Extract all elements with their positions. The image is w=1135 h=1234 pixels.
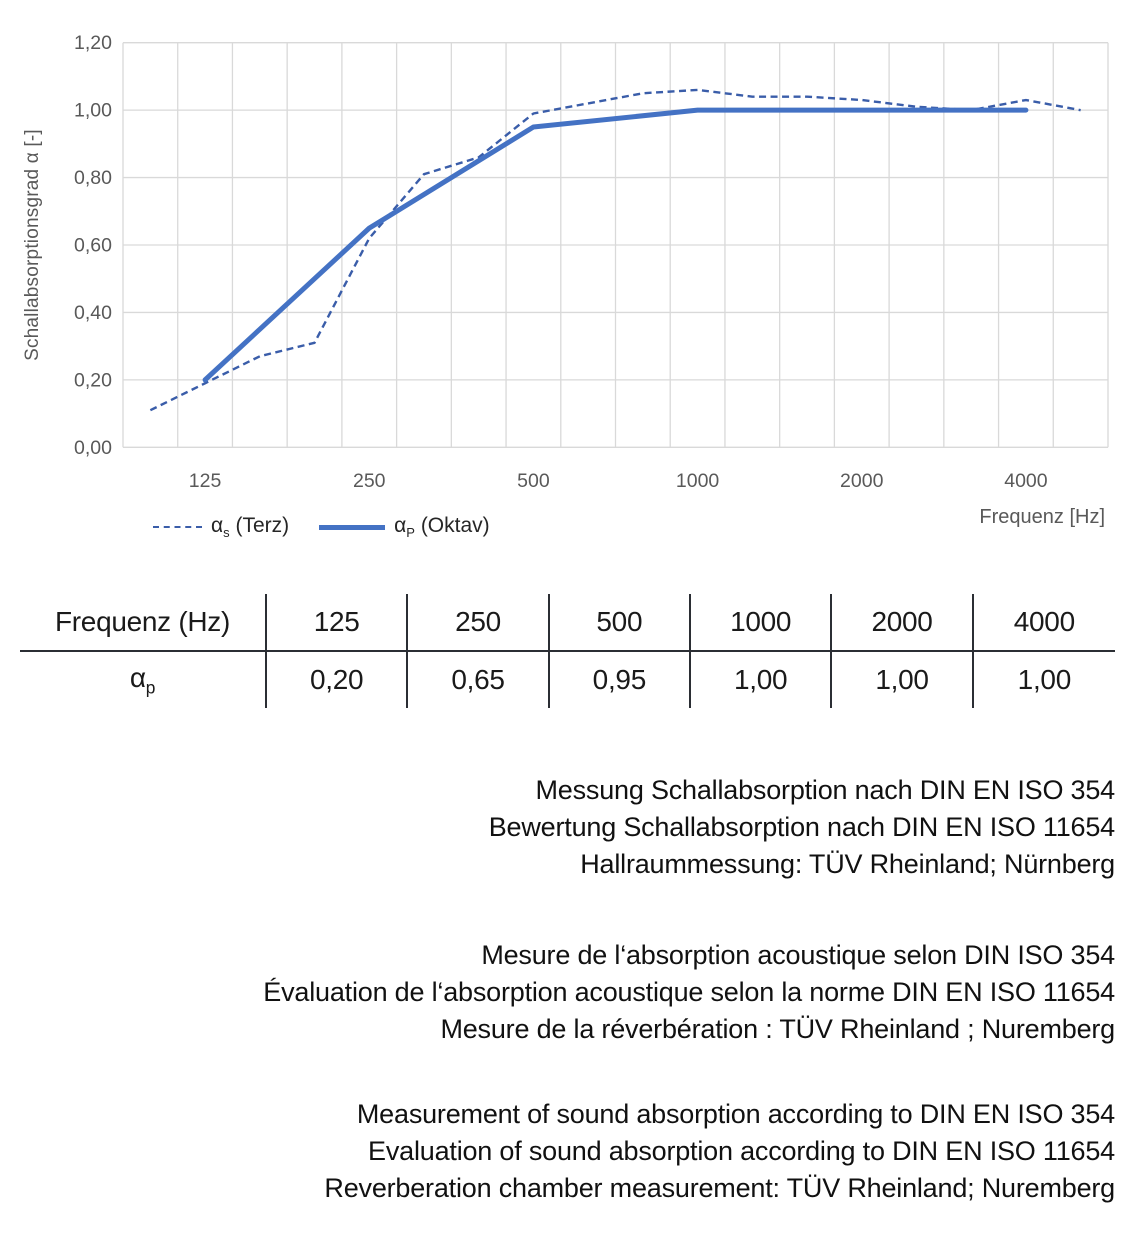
notes-german (0, 772, 1115, 883)
table-header-value: 1000 (691, 594, 832, 652)
x-axis-title: Frequenz [Hz] (979, 506, 1105, 528)
table-cell-value: 0,20 (267, 652, 408, 708)
table-row-label-alpha-p: $\alpha_p$ (20, 652, 267, 708)
note-line: Measurement of sound absorption according to DIN EN ISO 354 (356, 1099, 1115, 1129)
table-cell-value: 1,00 (691, 652, 832, 708)
svg-text:0,20: 0,20 (74, 369, 112, 392)
note-line: Messung Schallabsorption nach DIN EN ISO 354 (535, 775, 1115, 805)
legend-subscript: s (223, 525, 230, 541)
svg-text:0,80: 0,80 (74, 167, 112, 190)
chart-legend (153, 514, 490, 540)
legend-symbol: α (394, 514, 407, 537)
svg-text:1000: 1000 (675, 470, 720, 492)
legend-symbol: α (211, 514, 224, 537)
table-header-value: 4000 (974, 594, 1115, 652)
svg-text:500: 500 (517, 470, 550, 492)
notes-french (0, 937, 1115, 1048)
absorption-chart (0, 0, 1135, 558)
note-line: Mesure de l‘absorption acoustique selon DIN ISO 354 (481, 940, 1115, 970)
note-line: Mesure de la réverbération : TÜV Rheinland ; Nuremberg (440, 1014, 1115, 1044)
notes-english (0, 1096, 1115, 1207)
solid-line-sample (319, 525, 385, 530)
svg-text:4000: 4000 (1004, 470, 1048, 492)
table-header-frequency: Frequenz (Hz) (20, 594, 267, 652)
table-header-value: 500 (550, 594, 691, 652)
svg-text:250: 250 (352, 470, 386, 492)
legend-text: (Terz) (229, 514, 290, 537)
svg-text:0,00: 0,00 (74, 436, 112, 459)
chart-plot-area (0, 0, 1135, 500)
absorption-table (20, 594, 1115, 708)
svg-text:1,00: 1,00 (74, 99, 112, 122)
legend-item-terz (153, 514, 289, 540)
legend-subscript: P (406, 525, 415, 541)
table-cell-value: 1,00 (832, 652, 973, 708)
note-line: Bewertung Schallabsorption nach DIN EN ISO 11654 (488, 812, 1115, 842)
table-cell-value: 0,95 (550, 652, 691, 708)
svg-text:2000: 2000 (840, 470, 884, 492)
note-line: Hallraummessung: TÜV Rheinland; Nürnberg (580, 849, 1115, 879)
svg-text:0,60: 0,60 (74, 234, 112, 257)
y-axis-title: Schallabsorptionsgrad α [-] (22, 129, 43, 361)
legend-item-oktav (319, 514, 490, 540)
svg-text:0,40: 0,40 (74, 301, 112, 324)
note-line: Évaluation de l‘absorption acoustique selon la norme DIN EN ISO 11654 (263, 977, 1115, 1007)
note-line: Evaluation of sound absorption according to DIN EN ISO 11654 (368, 1136, 1115, 1166)
table-header-value: 250 (408, 594, 549, 652)
table-cell-value: 0,65 (408, 652, 549, 708)
note-line: Reverberation chamber measurement: TÜV Rheinland; Nuremberg (324, 1173, 1115, 1203)
legend-text: (Oktav) (414, 514, 490, 537)
svg-text:1,20: 1,20 (74, 32, 112, 55)
dashed-line-sample (153, 526, 202, 528)
table-header-value: 2000 (832, 594, 973, 652)
svg-text:125: 125 (188, 470, 222, 492)
table-cell-value: 1,00 (1017, 664, 1071, 695)
table-header-value: 125 (267, 594, 408, 652)
